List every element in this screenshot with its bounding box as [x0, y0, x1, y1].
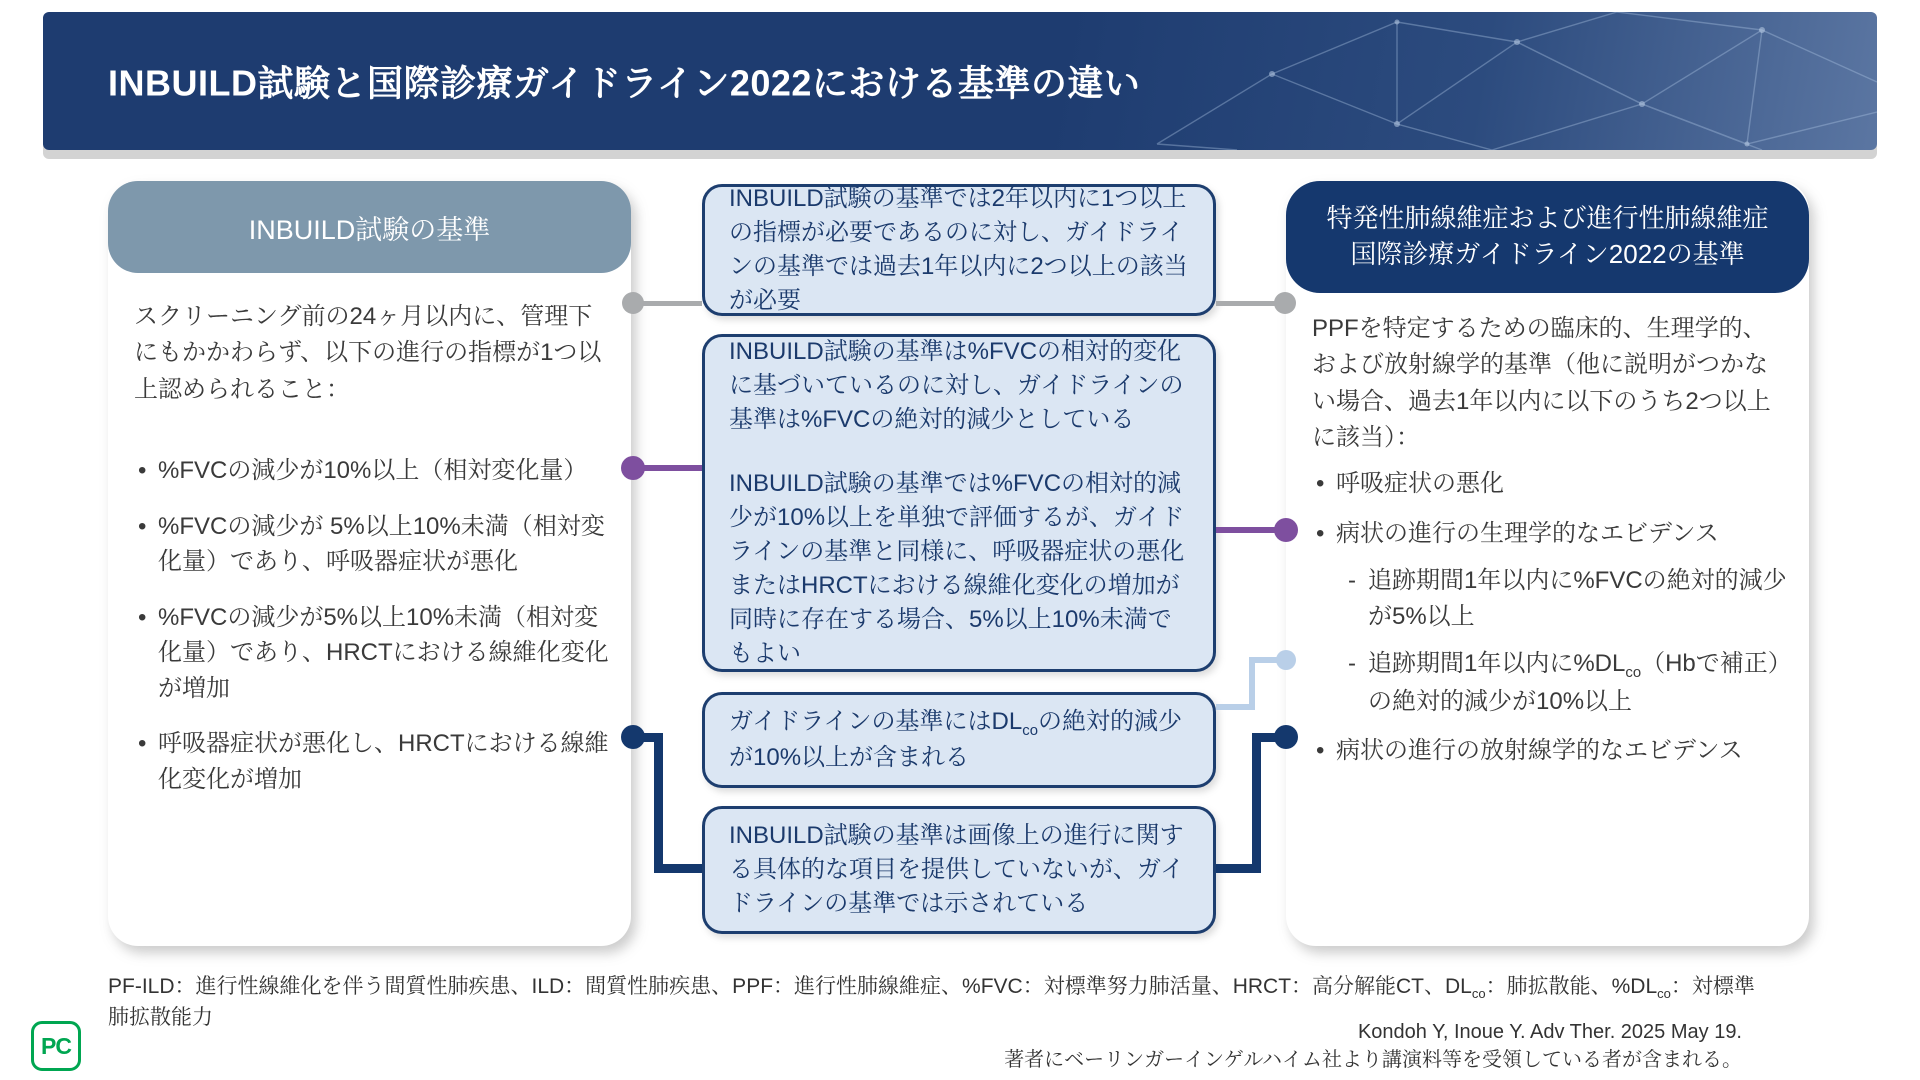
citation-reference: Kondoh Y, Inoue Y. Adv Ther. 2025 May 19.	[1357, 1021, 1742, 1043]
comparison-text: ガイドラインの基準には$DL_{co}$の絶対的減少が10%以上が含まれる	[729, 707, 1182, 772]
comparison-text: INBUILD試験の基準は画像上の進行に関する具体的な項目を提供していないが、ガイドラインの基準では示されている	[729, 821, 1185, 918]
comparison-text: INBUILD試験の基準では2年以内に1つ以上の指標が必要であるのに対し、ガイドラインの基準では過去1年以内に2つ以上の該当が必要	[729, 184, 1188, 315]
guideline-criteria-card	[1286, 181, 1809, 946]
connector-navy-right-dot	[1274, 725, 1298, 749]
connector-lightblue-dot	[1276, 650, 1296, 670]
sub-list-item: - 追跡期間1年以内に%FVCの絶対的減少が5%以上	[1342, 563, 1793, 634]
list-item	[1312, 516, 1793, 720]
comparison-box-dlco	[702, 692, 1216, 788]
pc-logo-text: PC	[41, 1032, 71, 1059]
connector-navy-left-line-bottom	[654, 864, 702, 873]
guideline-card-header-line1: 特発性肺線維症および進行性肺線維症	[1326, 203, 1769, 234]
inbuild-card-header	[108, 181, 631, 273]
guideline-card-header	[1286, 181, 1809, 293]
list-item: • 呼吸器症状が悪化し、HRCTにおける線維化変化が増加	[134, 726, 615, 797]
guideline-sub-list	[1336, 563, 1793, 719]
list-item: • %FVCの減少が10%以上（相対変化量）	[134, 453, 615, 489]
sub-list-item: - 追跡期間1年以内に$\%DL_{co}(Hb$で補正）の絶対的減少が10%以上	[1342, 646, 1793, 719]
guideline-intro-text: PPFを特定するための臨床的、生理学的、および放射線学的基準（他に説明がつかない場合、過去1年以内に以下のうち2つ以上に該当）：	[1312, 315, 1771, 452]
connector-purple-right-dot	[1274, 518, 1298, 542]
connector-lightblue-line-vertical	[1249, 657, 1255, 710]
inbuild-criteria-card	[108, 181, 631, 946]
guideline-bullet-list	[1312, 466, 1793, 783]
list-item-label: 病状の進行の生理学的なエビデンス	[1336, 519, 1719, 547]
connector-purple-left-dot	[621, 456, 645, 480]
inbuild-intro-text: スクリーニング前の24ヶ月以内に、管理下にもかかわらず、以下の進行の指標が1つ以上認められること：	[134, 303, 602, 403]
inbuild-bullet-list	[134, 453, 615, 817]
abbreviation-footnote: PF-ILD：進行性線維化を伴う間質性肺疾患、ILD：間質性肺疾患、PPF：進行性肺線維症、%FVC：対標準努力肺活量、HRCT：高分解能CT、$DL_{co}$：肺拡散能、$\%DL_{co}$：対標準肺拡散能力	[108, 975, 1755, 1030]
connector-navy-left-line-vertical	[654, 733, 663, 873]
comparison-text: INBUILD試験の基準は%FVCの相対的変化に基づいているのに対し、ガイドラインの基準は%FVCの絶対的減少としている	[729, 337, 1184, 433]
comparison-box-fvc	[702, 334, 1216, 672]
connector-gray-right-dot	[1274, 292, 1296, 314]
comparison-box-imaging	[702, 806, 1216, 934]
list-item: • 病状の進行の放射線学的なエビデンス	[1312, 733, 1793, 769]
title-banner	[43, 12, 1877, 150]
inbuild-card-header-label: INBUILD試験の基準	[248, 214, 491, 245]
pc-logo	[31, 1021, 81, 1071]
connector-gray-left-dot	[622, 292, 644, 314]
connector-navy-right-line-vertical	[1252, 733, 1261, 873]
citation-disclosure: 著者にベーリンガーインゲルハイム社より講演料等を受領している者が含まれる。	[1004, 1049, 1742, 1071]
network-decoration	[1097, 12, 1877, 150]
list-item: • %FVCの減少が5%以上10%未満（相対変化量）であり、HRCTにおける線維化変化が増加	[134, 600, 615, 707]
list-item: • 呼吸症状の悪化	[1312, 466, 1793, 502]
list-item: • %FVCの減少が 5%以上10%未満（相対変化量）であり、呼吸器症状が悪化	[134, 509, 615, 580]
comparison-text: INBUILD試験の基準では%FVCの相対的減少が10%以上を単独で評価するが、ガイドラインの基準と同様に、呼吸器症状の悪化またはHRCTにおける線維化変化の増加が同時に存在する場合、5%以上10%未満でもよい	[729, 469, 1185, 668]
citation-block	[1004, 1018, 1742, 1074]
guideline-card-header-line2: 国際診療ガイドライン2022の基準	[1350, 239, 1745, 269]
page-title: INBUILD試験と国際診療ガイドライン2022における基準の違い	[108, 62, 1141, 104]
comparison-box-timeframe	[702, 184, 1216, 316]
